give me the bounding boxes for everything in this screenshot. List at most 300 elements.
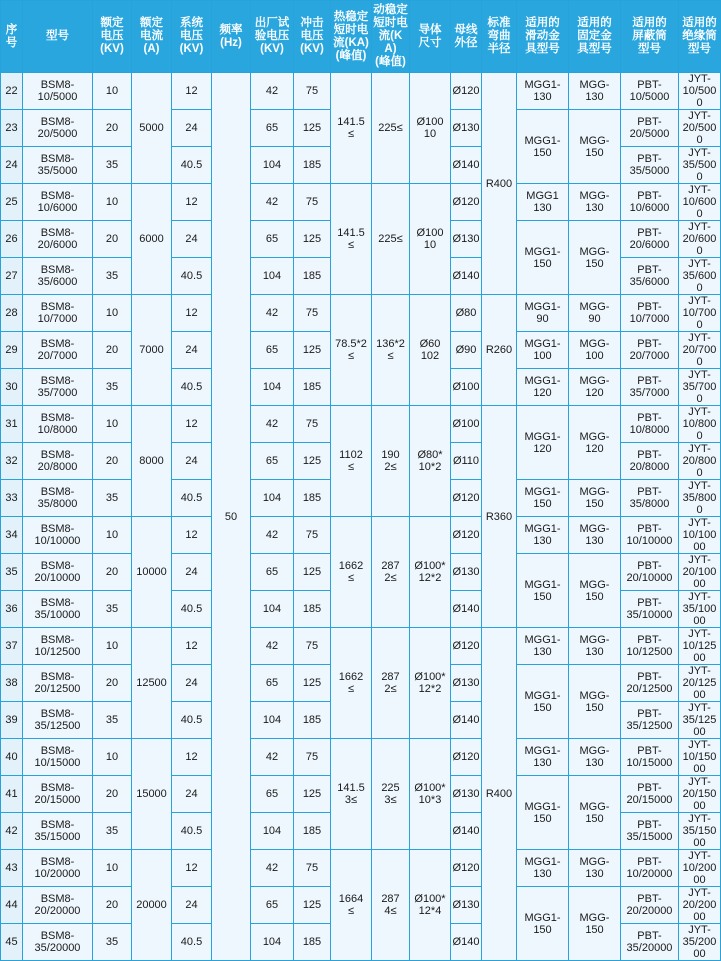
dynamic-current-cell: 225≤ (372, 73, 410, 184)
thermal-current-cell: 78.5*2 ≤ (331, 295, 372, 406)
shield-tube-cell: PBT- 35/15000 (621, 813, 679, 850)
header-bend-radius: 标准 弯曲 半径 (482, 1, 517, 73)
busbar-od-cell: Ø80 (451, 295, 482, 332)
fixed-fitting-cell: MGG- 130 (569, 517, 621, 554)
rated-voltage-cell: 35 (93, 924, 132, 961)
impulse-voltage-cell: 125 (294, 665, 331, 702)
sliding-fitting-cell: MGG1- 130 (517, 850, 569, 887)
system-voltage-cell: 40.5 (172, 591, 212, 628)
shield-tube-cell: PBT- 10/10000 (621, 517, 679, 554)
impulse-voltage-cell: 125 (294, 443, 331, 480)
insulation-tube-cell: JYT- 35/5000 (679, 147, 721, 184)
impulse-voltage-cell: 75 (294, 739, 331, 776)
model-cell: BSM8- 35/20000 (23, 924, 93, 961)
model-cell: BSM8- 35/15000 (23, 813, 93, 850)
table-row (1, 184, 721, 221)
busbar-od-cell: Ø120 (451, 73, 482, 110)
row-number: 27 (1, 258, 23, 295)
sliding-fitting-cell: MGG1- 150 (517, 776, 569, 850)
impulse-voltage-cell: 75 (294, 184, 331, 221)
system-voltage-cell: 12 (172, 850, 212, 887)
header-test-voltage: 出厂试 验电压 (KV) (251, 1, 294, 73)
dynamic-current-cell: 225 3≤ (372, 739, 410, 850)
thermal-current-cell: 141.5 3≤ (331, 739, 372, 850)
model-cell: BSM8- 35/7000 (23, 369, 93, 406)
test-voltage-cell: 42 (251, 850, 294, 887)
rated-voltage-cell: 10 (93, 517, 132, 554)
shield-tube-cell: PBT- 20/8000 (621, 443, 679, 480)
table-row (1, 850, 721, 887)
rated-voltage-cell: 10 (93, 739, 132, 776)
impulse-voltage-cell: 185 (294, 147, 331, 184)
frequency-cell: 50 (212, 73, 251, 961)
thermal-current-cell: 1662 ≤ (331, 628, 372, 739)
rated-voltage-cell: 20 (93, 665, 132, 702)
rated-voltage-cell: 10 (93, 184, 132, 221)
rated-voltage-cell: 35 (93, 480, 132, 517)
busbar-od-cell: Ø130 (451, 887, 482, 924)
insulation-tube-cell: JYT- 35/6000 (679, 258, 721, 295)
test-voltage-cell: 42 (251, 517, 294, 554)
rated-current-cell: 6000 (132, 184, 172, 295)
row-number: 29 (1, 332, 23, 369)
system-voltage-cell: 12 (172, 73, 212, 110)
header-rated-voltage: 额定 电压 (KV) (93, 1, 132, 73)
system-voltage-cell: 12 (172, 406, 212, 443)
model-cell: BSM8- 35/8000 (23, 480, 93, 517)
system-voltage-cell: 40.5 (172, 813, 212, 850)
model-cell: BSM8- 20/8000 (23, 443, 93, 480)
shield-tube-cell: PBT- 35/6000 (621, 258, 679, 295)
impulse-voltage-cell: 125 (294, 554, 331, 591)
row-number: 32 (1, 443, 23, 480)
conductor-size-cell: Ø100* 12*2 (410, 517, 451, 628)
thermal-current-cell: 1102 ≤ (331, 406, 372, 517)
insulation-tube-cell: JYT- 35/20000 (679, 924, 721, 961)
busbar-od-cell: Ø140 (451, 924, 482, 961)
shield-tube-cell: PBT- 35/8000 (621, 480, 679, 517)
fixed-fitting-cell: MGG- 130 (569, 628, 621, 665)
insulation-tube-cell: JYT- 20/15000 (679, 776, 721, 813)
rated-voltage-cell: 35 (93, 369, 132, 406)
impulse-voltage-cell: 125 (294, 776, 331, 813)
sliding-fitting-cell: MGG1- 150 (517, 665, 569, 739)
shield-tube-cell: PBT- 10/7000 (621, 295, 679, 332)
model-cell: BSM8- 20/10000 (23, 554, 93, 591)
conductor-size-cell: Ø60 102 (410, 295, 451, 406)
sliding-fitting-cell: MGG1- 90 (517, 295, 569, 332)
model-cell: BSM8- 10/10000 (23, 517, 93, 554)
fixed-fitting-cell: MGG- 150 (569, 887, 621, 961)
insulation-tube-cell: JYT- 10/10000 (679, 517, 721, 554)
test-voltage-cell: 42 (251, 406, 294, 443)
impulse-voltage-cell: 125 (294, 332, 331, 369)
impulse-voltage-cell: 185 (294, 369, 331, 406)
system-voltage-cell: 24 (172, 332, 212, 369)
shield-tube-cell: PBT- 35/20000 (621, 924, 679, 961)
bend-radius-cell: R260 (482, 295, 517, 406)
busbar-od-cell: Ø120 (451, 184, 482, 221)
sliding-fitting-cell: MGG1- 120 (517, 406, 569, 480)
model-cell: BSM8- 10/12500 (23, 628, 93, 665)
insulation-tube-cell: JYT- 20/20000 (679, 887, 721, 924)
row-number: 40 (1, 739, 23, 776)
table-header (1, 1, 721, 73)
shield-tube-cell: PBT- 35/10000 (621, 591, 679, 628)
sliding-fitting-cell: MGG1- 100 (517, 332, 569, 369)
test-voltage-cell: 104 (251, 258, 294, 295)
shield-tube-cell: PBT- 35/12500 (621, 702, 679, 739)
model-cell: BSM8- 10/8000 (23, 406, 93, 443)
header-shield-tube: 适用的 屏蔽筒 型号 (621, 1, 679, 73)
sliding-fitting-cell: MGG1- 130 (517, 739, 569, 776)
rated-voltage-cell: 10 (93, 628, 132, 665)
model-cell: BSM8- 10/20000 (23, 850, 93, 887)
insulation-tube-cell: JYT- 35/12500 (679, 702, 721, 739)
header-sliding-fitting: 适用的 滑动金 具型号 (517, 1, 569, 73)
impulse-voltage-cell: 75 (294, 517, 331, 554)
model-cell: BSM8- 10/5000 (23, 73, 93, 110)
test-voltage-cell: 65 (251, 665, 294, 702)
thermal-current-cell: 141.5 ≤ (331, 73, 372, 184)
table-body (1, 73, 721, 961)
table-row (1, 628, 721, 665)
busbar-od-cell: Ø120 (451, 517, 482, 554)
row-number: 44 (1, 887, 23, 924)
row-number: 37 (1, 628, 23, 665)
model-cell: BSM8- 20/15000 (23, 776, 93, 813)
header-fixed-fitting: 适用的 固定金 具型号 (569, 1, 621, 73)
header-rated-current: 额定 电流 (A) (132, 1, 172, 73)
busbar-od-cell: Ø140 (451, 258, 482, 295)
sliding-fitting-cell: MGG1- 150 (517, 480, 569, 517)
system-voltage-cell: 24 (172, 443, 212, 480)
dynamic-current-cell: 190 2≤ (372, 406, 410, 517)
busbar-od-cell: Ø130 (451, 665, 482, 702)
test-voltage-cell: 65 (251, 554, 294, 591)
fixed-fitting-cell: MGG- 120 (569, 406, 621, 480)
test-voltage-cell: 104 (251, 813, 294, 850)
conductor-size-cell: Ø100* 12*4 (410, 850, 451, 961)
insulation-tube-cell: JYT- 20/12500 (679, 665, 721, 702)
rated-voltage-cell: 20 (93, 443, 132, 480)
system-voltage-cell: 24 (172, 221, 212, 258)
row-number: 33 (1, 480, 23, 517)
header-conductor-size: 导体 尺寸 (410, 1, 451, 73)
header-model: 型号 (23, 1, 93, 73)
system-voltage-cell: 40.5 (172, 480, 212, 517)
test-voltage-cell: 104 (251, 480, 294, 517)
test-voltage-cell: 65 (251, 887, 294, 924)
thermal-current-cell: 1664 ≤ (331, 850, 372, 961)
rated-current-cell: 7000 (132, 295, 172, 406)
row-number: 34 (1, 517, 23, 554)
test-voltage-cell: 104 (251, 924, 294, 961)
test-voltage-cell: 65 (251, 221, 294, 258)
test-voltage-cell: 42 (251, 184, 294, 221)
busbar-od-cell: Ø90 (451, 332, 482, 369)
shield-tube-cell: PBT- 20/5000 (621, 110, 679, 147)
rated-voltage-cell: 10 (93, 850, 132, 887)
fixed-fitting-cell: MGG- 130 (569, 739, 621, 776)
sliding-fitting-cell: MGG1- 150 (517, 221, 569, 295)
system-voltage-cell: 12 (172, 295, 212, 332)
insulation-tube-cell: JYT- 20/10000 (679, 554, 721, 591)
row-number: 38 (1, 665, 23, 702)
insulation-tube-cell: JYT- 10/8000 (679, 406, 721, 443)
shield-tube-cell: PBT- 35/7000 (621, 369, 679, 406)
busbar-od-cell: Ø110 (451, 443, 482, 480)
conductor-size-cell: Ø100 10 (410, 73, 451, 184)
rated-current-cell: 5000 (132, 73, 172, 184)
impulse-voltage-cell: 185 (294, 702, 331, 739)
conductor-size-cell: Ø100* 12*2 (410, 628, 451, 739)
insulation-tube-cell: JYT- 20/8000 (679, 443, 721, 480)
test-voltage-cell: 42 (251, 628, 294, 665)
conductor-size-cell: Ø100 10 (410, 184, 451, 295)
dynamic-current-cell: 287 2≤ (372, 517, 410, 628)
table-row (1, 739, 721, 776)
test-voltage-cell: 42 (251, 739, 294, 776)
rated-voltage-cell: 35 (93, 591, 132, 628)
rated-current-cell: 8000 (132, 406, 172, 517)
test-voltage-cell: 104 (251, 591, 294, 628)
model-cell: BSM8- 35/5000 (23, 147, 93, 184)
dynamic-current-cell: 225≤ (372, 184, 410, 295)
shield-tube-cell: PBT- 20/15000 (621, 776, 679, 813)
model-cell: BSM8- 20/7000 (23, 332, 93, 369)
shield-tube-cell: PBT- 20/20000 (621, 887, 679, 924)
rated-voltage-cell: 20 (93, 887, 132, 924)
shield-tube-cell: PBT- 20/6000 (621, 221, 679, 258)
sliding-fitting-cell: MGG1- 130 (517, 628, 569, 665)
header-row (1, 1, 721, 73)
system-voltage-cell: 24 (172, 665, 212, 702)
insulation-tube-cell: JYT- 35/15000 (679, 813, 721, 850)
model-cell: BSM8- 20/12500 (23, 665, 93, 702)
model-cell: BSM8- 20/5000 (23, 110, 93, 147)
test-voltage-cell: 42 (251, 295, 294, 332)
row-number: 35 (1, 554, 23, 591)
shield-tube-cell: PBT- 10/15000 (621, 739, 679, 776)
test-voltage-cell: 65 (251, 443, 294, 480)
rated-voltage-cell: 20 (93, 554, 132, 591)
header-system-voltage: 系统 电压 (KV) (172, 1, 212, 73)
impulse-voltage-cell: 185 (294, 813, 331, 850)
model-cell: BSM8- 35/6000 (23, 258, 93, 295)
busbar-od-cell: Ø120 (451, 480, 482, 517)
header-dynamic-current: 动稳定 短时电 流(KA) (峰值) (372, 1, 410, 73)
rated-voltage-cell: 10 (93, 406, 132, 443)
rated-voltage-cell: 20 (93, 221, 132, 258)
busbar-od-cell: Ø140 (451, 813, 482, 850)
insulation-tube-cell: JYT- 35/8000 (679, 480, 721, 517)
fixed-fitting-cell: MGG- 150 (569, 776, 621, 850)
impulse-voltage-cell: 75 (294, 295, 331, 332)
insulation-tube-cell: JYT- 20/5000 (679, 110, 721, 147)
insulation-tube-cell: JYT- 10/7000 (679, 295, 721, 332)
shield-tube-cell: PBT- 35/5000 (621, 147, 679, 184)
header-frequency: 频率 (Hz) (212, 1, 251, 73)
sliding-fitting-cell: MGG1- 150 (517, 887, 569, 961)
test-voltage-cell: 65 (251, 110, 294, 147)
system-voltage-cell: 24 (172, 554, 212, 591)
rated-voltage-cell: 35 (93, 147, 132, 184)
thermal-current-cell: 1662 ≤ (331, 517, 372, 628)
impulse-voltage-cell: 75 (294, 406, 331, 443)
system-voltage-cell: 40.5 (172, 702, 212, 739)
fixed-fitting-cell: MGG- 90 (569, 295, 621, 332)
fixed-fitting-cell: MGG- 150 (569, 665, 621, 739)
busbar-od-cell: Ø130 (451, 554, 482, 591)
fixed-fitting-cell: MGG- 150 (569, 554, 621, 628)
row-number: 45 (1, 924, 23, 961)
insulation-tube-cell: JYT- 10/20000 (679, 850, 721, 887)
shield-tube-cell: PBT- 10/20000 (621, 850, 679, 887)
busbar-od-cell: Ø120 (451, 628, 482, 665)
row-number: 42 (1, 813, 23, 850)
rated-current-cell: 20000 (132, 850, 172, 961)
rated-voltage-cell: 20 (93, 110, 132, 147)
system-voltage-cell: 40.5 (172, 147, 212, 184)
row-number: 22 (1, 73, 23, 110)
fixed-fitting-cell: MGG- 130 (569, 73, 621, 110)
busbar-od-cell: Ø100 (451, 406, 482, 443)
impulse-voltage-cell: 75 (294, 73, 331, 110)
dynamic-current-cell: 287 2≤ (372, 628, 410, 739)
rated-voltage-cell: 35 (93, 702, 132, 739)
model-cell: BSM8- 10/6000 (23, 184, 93, 221)
insulation-tube-cell: JYT- 20/6000 (679, 221, 721, 258)
model-cell: BSM8- 10/15000 (23, 739, 93, 776)
insulation-tube-cell: JYT- 35/10000 (679, 591, 721, 628)
sliding-fitting-cell: MGG1- 150 (517, 554, 569, 628)
table-row (1, 295, 721, 332)
impulse-voltage-cell: 125 (294, 887, 331, 924)
system-voltage-cell: 12 (172, 628, 212, 665)
header-busbar-od: 母线 外径 (451, 1, 482, 73)
table-row (1, 73, 721, 110)
row-number: 28 (1, 295, 23, 332)
sliding-fitting-cell: MGG1- 130 (517, 73, 569, 110)
impulse-voltage-cell: 125 (294, 110, 331, 147)
rated-voltage-cell: 20 (93, 332, 132, 369)
shield-tube-cell: PBT- 10/5000 (621, 73, 679, 110)
busbar-od-cell: Ø140 (451, 147, 482, 184)
system-voltage-cell: 24 (172, 776, 212, 813)
shield-tube-cell: PBT- 10/8000 (621, 406, 679, 443)
insulation-tube-cell: JYT- 10/6000 (679, 184, 721, 221)
test-voltage-cell: 104 (251, 147, 294, 184)
row-number: 24 (1, 147, 23, 184)
fixed-fitting-cell: MGG- 130 (569, 850, 621, 887)
rated-current-cell: 10000 (132, 517, 172, 628)
model-cell: BSM8- 20/6000 (23, 221, 93, 258)
sliding-fitting-cell: MGG1- 130 (517, 517, 569, 554)
test-voltage-cell: 65 (251, 776, 294, 813)
busbar-od-cell: Ø130 (451, 110, 482, 147)
rated-voltage-cell: 10 (93, 73, 132, 110)
fixed-fitting-cell: MGG- 120 (569, 369, 621, 406)
sliding-fitting-cell: MGG1- 150 (517, 110, 569, 184)
impulse-voltage-cell: 75 (294, 850, 331, 887)
test-voltage-cell: 65 (251, 332, 294, 369)
dynamic-current-cell: 287 4≤ (372, 850, 410, 961)
system-voltage-cell: 12 (172, 184, 212, 221)
table-row (1, 517, 721, 554)
busbar-od-cell: Ø140 (451, 702, 482, 739)
insulation-tube-cell: JYT- 10/5000 (679, 73, 721, 110)
header-impulse-voltage: 冲击 电压 (KV) (294, 1, 331, 73)
test-voltage-cell: 104 (251, 702, 294, 739)
system-voltage-cell: 40.5 (172, 369, 212, 406)
busbar-od-cell: Ø130 (451, 776, 482, 813)
fixed-fitting-cell: MGG- 130 (569, 184, 621, 221)
row-number: 25 (1, 184, 23, 221)
shield-tube-cell: PBT- 10/6000 (621, 184, 679, 221)
dynamic-current-cell: 136*2 ≤ (372, 295, 410, 406)
shield-tube-cell: PBT- 20/12500 (621, 665, 679, 702)
rated-voltage-cell: 20 (93, 776, 132, 813)
row-number: 26 (1, 221, 23, 258)
rated-voltage-cell: 35 (93, 813, 132, 850)
busbar-od-cell: Ø120 (451, 850, 482, 887)
table-row (1, 406, 721, 443)
test-voltage-cell: 104 (251, 369, 294, 406)
insulation-tube-cell: JYT- 10/15000 (679, 739, 721, 776)
shield-tube-cell: PBT- 10/12500 (621, 628, 679, 665)
system-voltage-cell: 40.5 (172, 258, 212, 295)
rated-voltage-cell: 10 (93, 295, 132, 332)
model-cell: BSM8- 35/12500 (23, 702, 93, 739)
row-number: 23 (1, 110, 23, 147)
impulse-voltage-cell: 185 (294, 258, 331, 295)
impulse-voltage-cell: 75 (294, 628, 331, 665)
model-cell: BSM8- 20/20000 (23, 887, 93, 924)
fixed-fitting-cell: MGG- 150 (569, 221, 621, 295)
row-number: 31 (1, 406, 23, 443)
bend-radius-cell: R400 (482, 628, 517, 961)
system-voltage-cell: 24 (172, 887, 212, 924)
model-cell: BSM8- 10/7000 (23, 295, 93, 332)
system-voltage-cell: 40.5 (172, 924, 212, 961)
system-voltage-cell: 12 (172, 739, 212, 776)
row-number: 30 (1, 369, 23, 406)
row-number: 36 (1, 591, 23, 628)
test-voltage-cell: 42 (251, 73, 294, 110)
busbar-od-cell: Ø130 (451, 221, 482, 258)
thermal-current-cell: 141.5 ≤ (331, 184, 372, 295)
sliding-fitting-cell: MGG1- 120 (517, 369, 569, 406)
header-no: 序 号 (1, 1, 23, 73)
busbar-od-cell: Ø100 (451, 369, 482, 406)
row-number: 39 (1, 702, 23, 739)
system-voltage-cell: 24 (172, 110, 212, 147)
row-number: 41 (1, 776, 23, 813)
row-number: 43 (1, 850, 23, 887)
sliding-fitting-cell: MGG1 130 (517, 184, 569, 221)
rated-current-cell: 12500 (132, 628, 172, 739)
impulse-voltage-cell: 185 (294, 591, 331, 628)
header-thermal-current: 热稳定 短时电 流(KA) (峰值) (331, 1, 372, 73)
insulation-tube-cell: JYT- 35/7000 (679, 369, 721, 406)
rated-current-cell: 15000 (132, 739, 172, 850)
impulse-voltage-cell: 185 (294, 924, 331, 961)
impulse-voltage-cell: 185 (294, 480, 331, 517)
conductor-size-cell: Ø100* 10*3 (410, 739, 451, 850)
fixed-fitting-cell: MGG- 100 (569, 332, 621, 369)
rated-voltage-cell: 35 (93, 258, 132, 295)
